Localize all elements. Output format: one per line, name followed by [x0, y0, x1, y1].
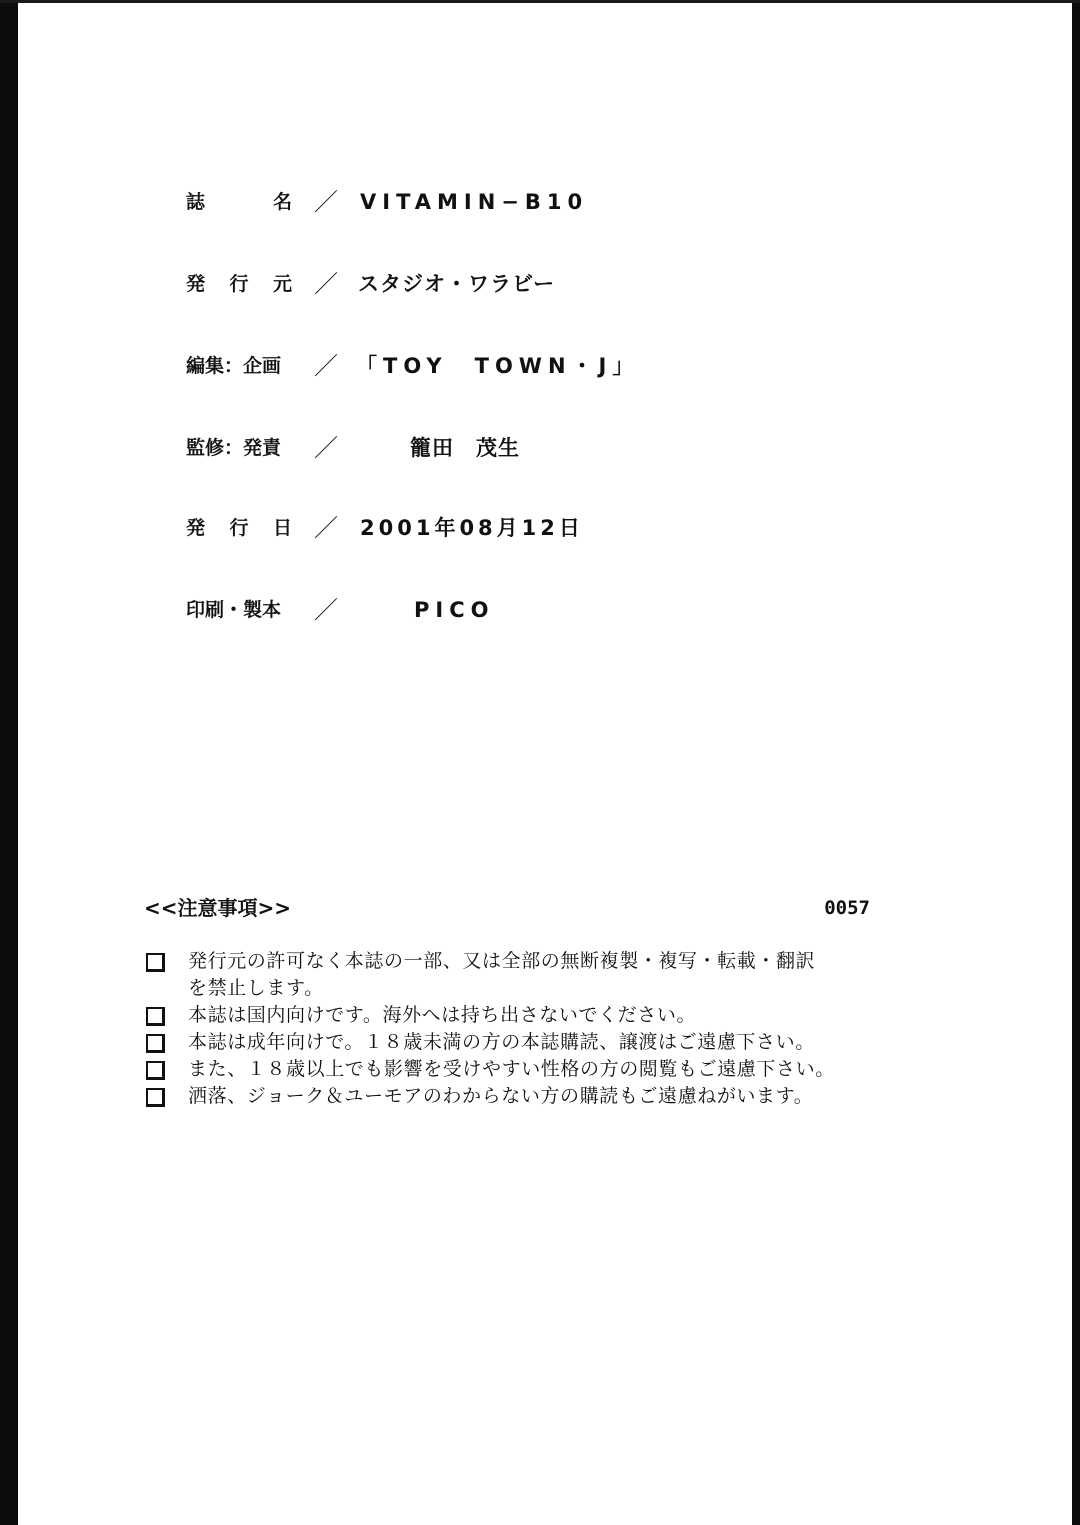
row-value: 2001年08月12日 [360, 516, 584, 540]
label-char: 誌 [186, 191, 206, 213]
checkbox-icon [146, 1061, 165, 1080]
row-label [186, 182, 292, 222]
note-item [144, 1056, 884, 1083]
checkbox-icon [146, 1034, 165, 1053]
colophon [0, 0, 1080, 700]
row-separator: ／ [314, 270, 338, 298]
note-text: 洒落、ジョーク＆ユーモアのわからない方の購読もご遠慮ねがいます。 [188, 1085, 814, 1107]
note-item [144, 1029, 884, 1056]
row-separator: ／ [314, 596, 338, 624]
label-char: 行 [229, 273, 249, 295]
note-text: を禁止します。 [188, 977, 324, 999]
notes-title: <<注意事項>> [144, 896, 292, 920]
page-number: 0057 [824, 897, 870, 919]
row-label [186, 264, 292, 304]
checkbox-icon [146, 1007, 165, 1026]
colophon-row-publisher [186, 264, 886, 304]
row-separator: ／ [314, 514, 338, 542]
colophon-row-printer [186, 590, 886, 630]
row-value: スタジオ・ワラビー [358, 272, 556, 296]
row-label [186, 508, 292, 548]
colophon-row-title [186, 182, 886, 222]
colophon-row-editor [186, 346, 886, 386]
note-item [144, 1002, 884, 1029]
row-label: 監修：発責 [186, 437, 282, 459]
label-char: 日 [272, 517, 292, 539]
label-char: 発 [186, 273, 206, 295]
row-value: VITAMIN−B10 [360, 190, 589, 214]
checkbox-icon [146, 953, 165, 972]
colophon-row-date [186, 508, 886, 548]
notes-list [144, 948, 884, 1110]
label-char: 元 [272, 273, 292, 295]
row-label: 印刷・製本 [186, 599, 282, 621]
note-text: 本誌は成年向けで。１８歳未満の方の本誌購読、譲渡はご遠慮下さい。 [188, 1031, 815, 1053]
label-char: 発 [186, 517, 206, 539]
row-value: 「TOY TOWN・J」 [356, 354, 640, 378]
checkbox-icon [146, 1088, 165, 1107]
row-separator: ／ [314, 188, 338, 216]
row-label: 編集：企画 [186, 355, 282, 377]
row-separator: ／ [314, 434, 338, 462]
note-item [144, 948, 884, 1002]
row-value: PICO [414, 598, 495, 622]
row-value: 籠田 茂生 [410, 436, 520, 460]
note-text: 本誌は国内向けです。海外へは持ち出さないでください。 [188, 1004, 697, 1026]
label-char: 名 [272, 191, 292, 213]
note-item [144, 1083, 884, 1110]
notes-header [144, 890, 870, 926]
label-char: 行 [229, 517, 249, 539]
note-text: 発行元の許可なく本誌の一部、又は全部の無断複製・複写・転載・翻訳 [188, 950, 816, 972]
row-separator: ／ [314, 352, 338, 380]
colophon-row-supervisor [186, 428, 886, 468]
note-text: また、１８歳以上でも影響を受けやすい性格の方の閲覧もご遠慮下さい。 [188, 1058, 835, 1080]
